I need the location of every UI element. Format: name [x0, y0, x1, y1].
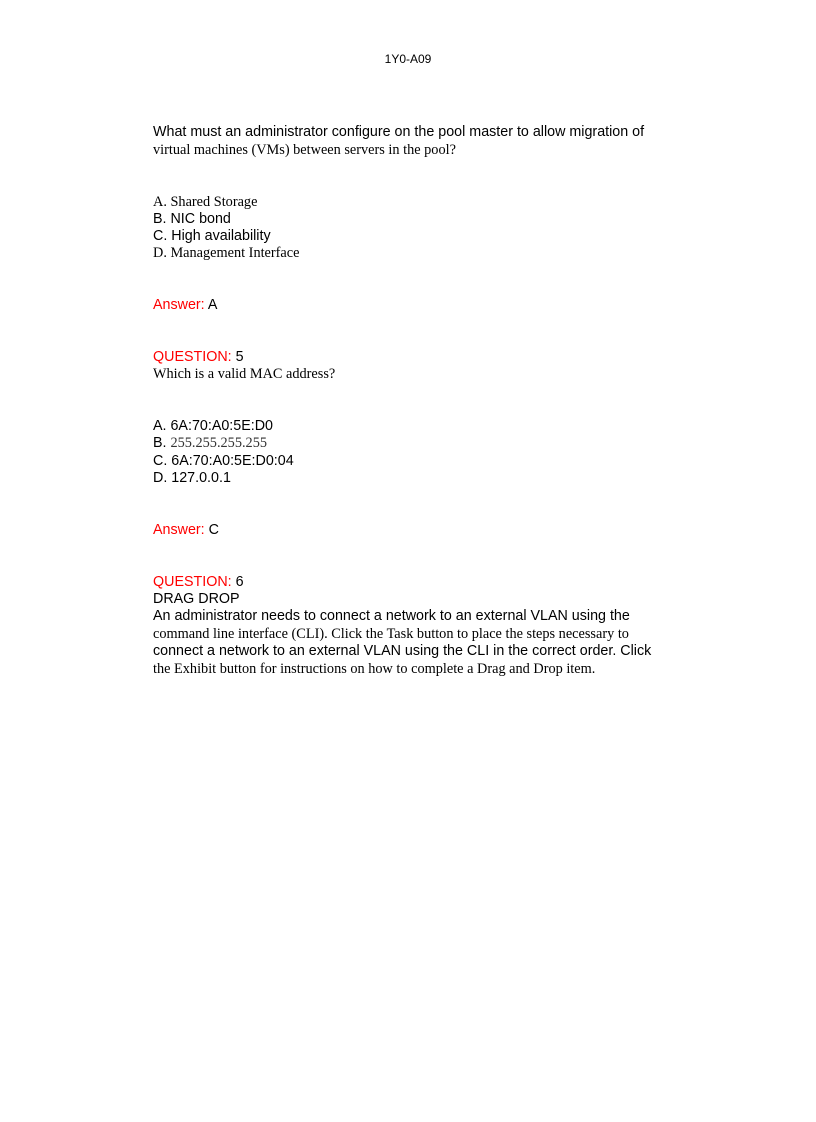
question-4-text-line-1: What must an administrator configure on the pool master to allow migration of [153, 124, 645, 140]
question-5-option-d: D. 127.0.0.1 [153, 470, 231, 486]
question-number: 5 [231, 349, 244, 365]
option-b-prefix: B. [153, 435, 171, 451]
question-6-heading [153, 575, 244, 589]
page-header: 1Y0-A09 [384, 52, 432, 66]
question-5-answer [153, 523, 219, 537]
question-5-option-b [153, 436, 267, 450]
answer-label: Answer: [153, 297, 205, 313]
question-5-text: Which is a valid MAC address? [153, 366, 336, 382]
question-4-text-line-2: virtual machines (VMs) between servers in the pool? [153, 142, 456, 158]
question-number: 6 [231, 574, 244, 590]
answer-value: A [204, 297, 218, 313]
question-6-text-line-2: command line interface (CLI). Click the Task button to place the steps necessary to [153, 626, 629, 642]
question-4-option-a: A. Shared Storage [153, 194, 258, 210]
question-5-heading [153, 350, 244, 364]
question-6-text-line-3: connect a network to an external VLAN using the CLI in the correct order. Click [153, 643, 652, 659]
answer-label: Answer: [153, 522, 205, 538]
question-6-text-line-1: An administrator needs to connect a network to an external VLAN using the [153, 608, 630, 624]
question-label: QUESTION: [153, 349, 232, 365]
question-6-text-line-4: the Exhibit button for instructions on how to complete a Drag and Drop item. [153, 661, 596, 677]
question-4-option-d: D. Management Interface [153, 245, 300, 261]
question-5-option-c: C. 6A:70:A0:5E:D0:04 [153, 453, 294, 469]
question-4-option-c: C. High availability [153, 228, 271, 244]
answer-value: C [204, 522, 219, 538]
question-label: QUESTION: [153, 574, 232, 590]
option-b-value: 255.255.255.255 [170, 435, 267, 451]
question-5-option-a: A. 6A:70:A0:5E:D0 [153, 418, 274, 434]
question-4-option-b: B. NIC bond [153, 211, 231, 227]
question-6-type: DRAG DROP [153, 591, 240, 607]
question-4-answer [153, 298, 217, 312]
